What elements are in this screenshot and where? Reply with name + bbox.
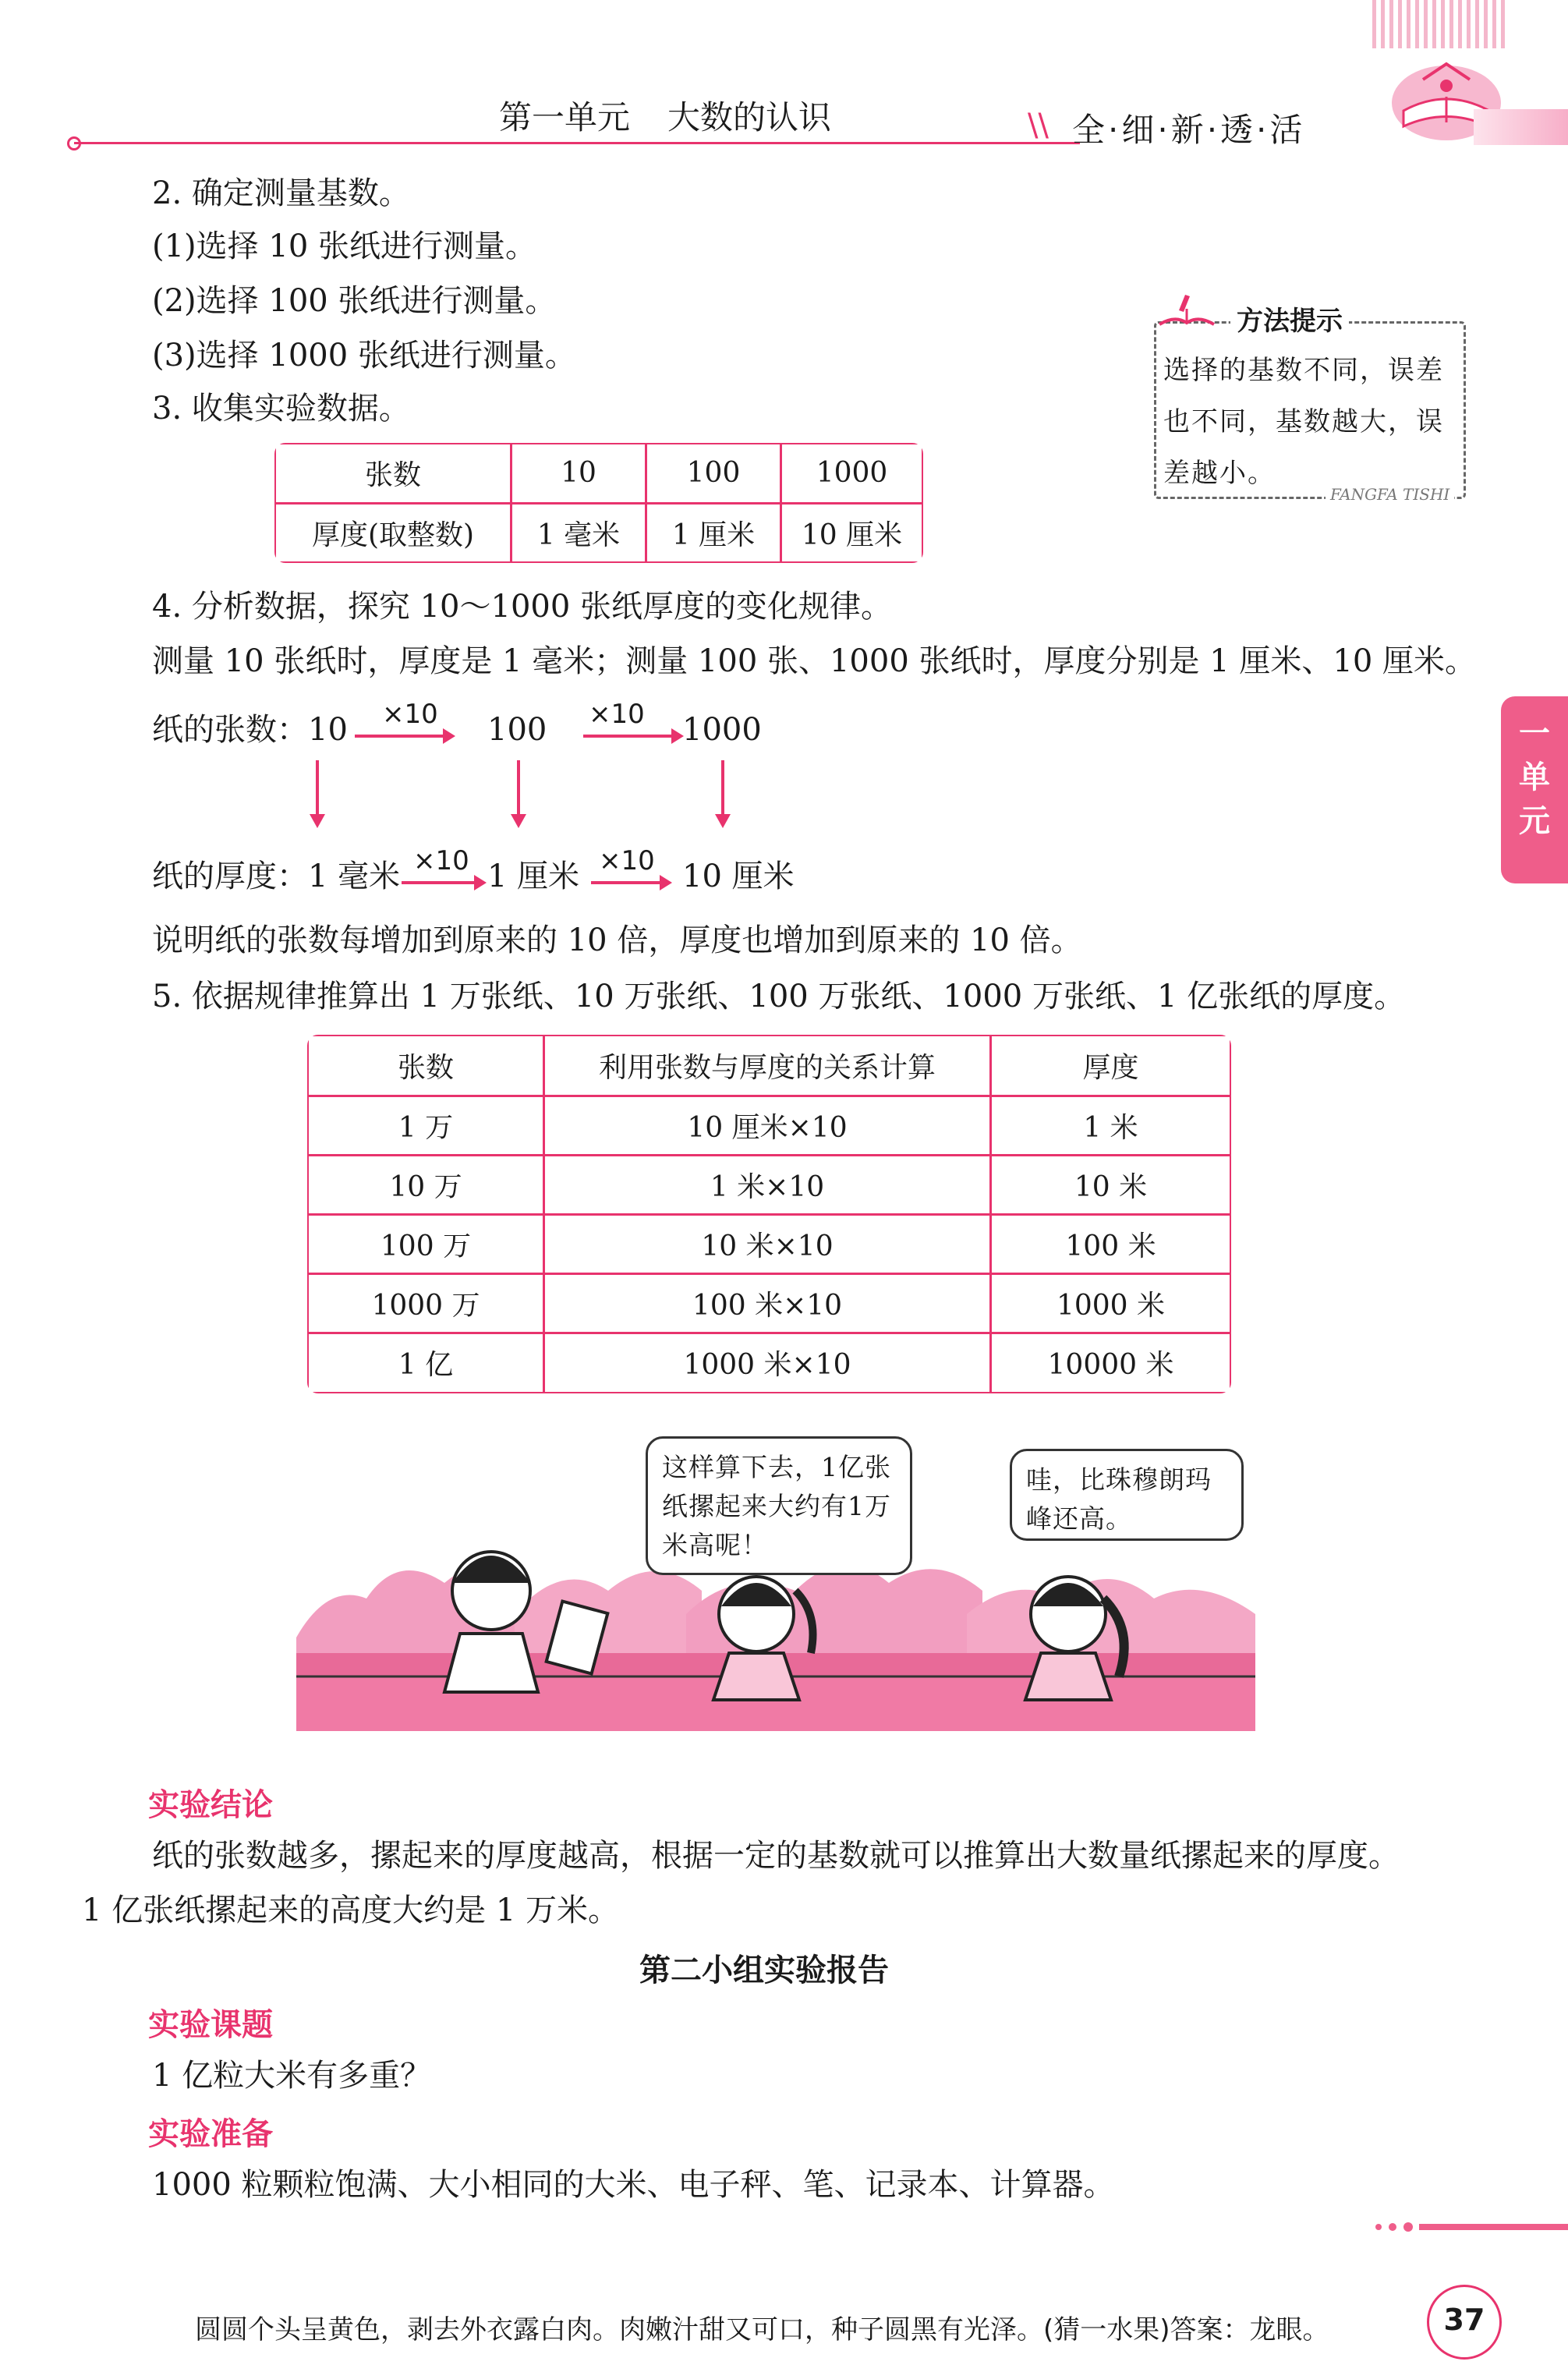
table-row: [309, 1214, 1230, 1273]
step-4-conclusion: 说明纸的张数每增加到原来的 10 倍，厚度也增加到原来的 10 倍。: [152, 922, 1082, 958]
step-4-text: 测量 10 张纸时，厚度是 1 毫米；测量 100 张、1000 张纸时，厚度分别是 1 厘米、10 厘米。: [152, 643, 1476, 679]
table-cell: 厚度(取整数): [276, 503, 511, 561]
page-number: 37: [1443, 2303, 1485, 2337]
multiplier-label: ×10: [413, 845, 469, 876]
projection-table: [309, 1036, 1230, 1392]
header-rule: [74, 142, 1080, 144]
table-row: [309, 1333, 1230, 1392]
prep-heading: 实验准备: [148, 2116, 273, 2152]
page-title: [499, 97, 831, 140]
unit-side-tab: [1501, 696, 1568, 883]
table-cell: 10 米×10: [544, 1214, 991, 1273]
table-header-cell: 利用张数与厚度的关系计算: [544, 1036, 991, 1096]
table-cell: 10 万: [309, 1155, 544, 1214]
table-cell: 1 万: [309, 1096, 544, 1155]
side-tab-char: 元: [1519, 803, 1550, 839]
conclusion-text: 纸的张数越多，摞起来的厚度越高，根据一定的基数就可以推算出大数量纸摞起来的厚度。: [152, 1838, 1400, 1874]
table-row: [309, 1273, 1230, 1333]
thickness-value: 1 毫米: [308, 859, 401, 894]
table-header-cell: 张数: [309, 1036, 544, 1096]
table-cell: 10: [511, 444, 646, 503]
conclusion-text: 1 亿张纸摞起来的高度大约是 1 万米。: [82, 1892, 620, 1928]
header-decor-stripes: [1372, 0, 1505, 48]
unit-label: 第一单元: [499, 98, 631, 136]
method-tip-title: 方法提示: [1230, 299, 1349, 338]
table-cell: 1000 米: [991, 1273, 1230, 1333]
group2-title: 第二小组实验报告: [639, 1953, 889, 1988]
speech-bubble-2: 哇，比珠穆朗玛峰还高。: [1010, 1449, 1244, 1541]
right-arrow-icon: [583, 735, 681, 738]
thickness-value: 1 厘米: [487, 859, 580, 894]
multiplier-label: ×10: [382, 699, 438, 730]
table-cell: 1 米×10: [544, 1155, 991, 1214]
count-value: 1000: [682, 712, 762, 748]
side-tab-char: 单: [1519, 759, 1550, 795]
count-value: 10: [308, 712, 348, 748]
side-tab-char: 一: [1519, 716, 1550, 752]
step-5-title: 5. 依据规律推算出 1 万张纸、10 万张纸、100 万张纸、1000 万张纸、1 亿张纸的厚度。: [152, 979, 1406, 1014]
unit-title: 大数的认识: [667, 98, 832, 136]
table-cell: 1 亿: [309, 1333, 544, 1392]
table-cell: 1 厘米: [646, 503, 781, 561]
pen-book-icon: [1156, 293, 1218, 332]
diagram-count-label: 纸的张数：10: [152, 712, 348, 748]
topic-heading: 实验课题: [148, 2007, 273, 2043]
table-cell: 张数: [276, 444, 511, 503]
right-arrow-icon: [355, 735, 452, 738]
method-tip-text: 选择的基数不同，误差也不同，基数越大，误差越小。: [1163, 355, 1444, 489]
count-value: 100: [487, 712, 547, 748]
table-cell: 1 毫米: [511, 503, 646, 561]
table-cell: 100 万: [309, 1214, 544, 1273]
speech-bubble-1: 这样算下去，1亿张纸摞起来大约有1万米高呢！: [646, 1436, 912, 1575]
table-cell: 1 米: [991, 1096, 1230, 1155]
topic-text: 1 亿粒大米有多重？: [152, 2058, 432, 2094]
right-arrow-icon: [591, 881, 669, 884]
table-cell: 1000: [781, 444, 922, 503]
table-cell: 10 米: [991, 1155, 1230, 1214]
table-row: [309, 1155, 1230, 1214]
measurement-table: [276, 444, 922, 561]
table-cell: 10 厘米×10: [544, 1096, 991, 1155]
table-cell: 10 厘米: [781, 503, 922, 561]
table-cell: 1000 万: [309, 1273, 544, 1333]
step-2-item: (3)选择 1000 张纸进行测量。: [152, 338, 576, 374]
footer-rule: [1419, 2224, 1568, 2230]
step-2-item: (2)选择 100 张纸进行测量。: [152, 283, 557, 319]
table-cell: 100 米: [991, 1214, 1230, 1273]
right-arrow-icon: [402, 881, 483, 884]
down-arrow-icon: [721, 760, 724, 819]
footer-riddle: 圆圆个头呈黄色，剥去外衣露白肉。肉嫩汁甜又可口，种子圆黑有光泽。(猜一水果)答案：龙眼。: [195, 2314, 1329, 2346]
table-cell: 10000 米: [991, 1333, 1230, 1392]
table-cell: 100 米×10: [544, 1273, 991, 1333]
diagram-thickness-label: 纸的厚度：1 毫米: [152, 859, 401, 894]
multiplier-label: ×10: [589, 699, 645, 730]
thickness-value: 10 厘米: [682, 859, 795, 894]
header-band: [1474, 109, 1568, 145]
step-2-item: (1)选择 10 张纸进行测量。: [152, 228, 536, 264]
step-3-title: 3. 收集实验数据。: [152, 391, 410, 427]
step-4-title: 4. 分析数据，探究 10～1000 张纸厚度的变化规律。: [152, 589, 893, 625]
table-cell: 1000 米×10: [544, 1333, 991, 1392]
multiplier-label: ×10: [599, 845, 655, 876]
header-slash-icon: \\: [1028, 108, 1049, 143]
table-row: [309, 1096, 1230, 1155]
down-arrow-icon: [517, 760, 520, 819]
header-slogan: 全·细·新·透·活: [1072, 111, 1306, 149]
down-arrow-icon: [316, 760, 319, 819]
table-cell: 100: [646, 444, 781, 503]
prep-text: 1000 粒颗粒饱满、大小相同的大米、电子秤、笔、记录本、计算器。: [152, 2167, 1115, 2203]
table-header-cell: 厚度: [991, 1036, 1230, 1096]
step-2-title: 2. 确定测量基数。: [152, 175, 410, 211]
conclusion-heading: 实验结论: [148, 1787, 273, 1823]
footer-dots: [1372, 2221, 1419, 2233]
method-tip-subtitle: FANGFA TISHI: [1326, 485, 1454, 504]
